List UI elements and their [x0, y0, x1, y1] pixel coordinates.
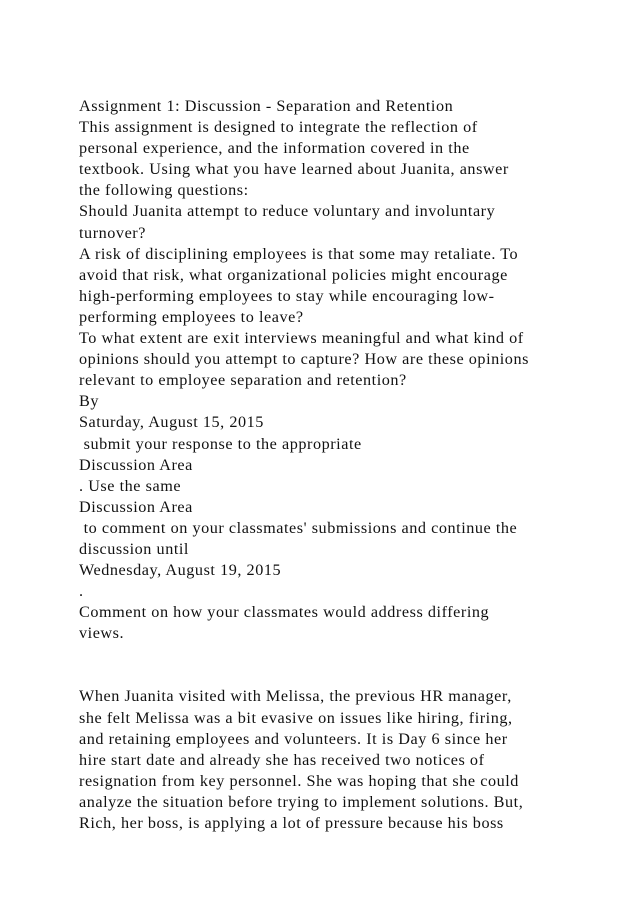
question-3-line: opinions should you attempt to capture? How are these opinions [79, 350, 529, 369]
text-line: submit your response to the appropriate [79, 434, 362, 453]
question-2-line: performing employees to leave? [79, 307, 304, 326]
case-line: analyze the situation before trying to implement solutions. But, [79, 792, 524, 811]
case-line: When Juanita visited with Melissa, the previous HR manager, [79, 687, 512, 706]
question-1-line: turnover? [79, 223, 146, 242]
question-1-line: Should Juanita attempt to reduce voluntary and involuntary [79, 202, 496, 221]
question-2-line: avoid that risk, what organizational policies might encourage [79, 265, 508, 284]
question-3-line: To what extent are exit interviews meaningful and what kind of [79, 329, 524, 348]
due-date-line: Wednesday, August 19, 2015 [79, 561, 282, 580]
text-line: This assignment is designed to integrate the reflection of [79, 118, 478, 137]
paragraph-gap [79, 644, 599, 686]
text-line: By [79, 392, 99, 411]
discussion-area-line: Discussion Area [79, 497, 193, 516]
text-line: . [79, 582, 84, 601]
case-line: she felt Melissa was a bit evasive on issues like hiring, firing, [79, 708, 513, 727]
case-line: and retaining employees and volunteers. It is Day 6 since her [79, 729, 508, 748]
case-line: hire start date and already she has received two notices of [79, 750, 485, 769]
due-date-line: Saturday, August 15, 2015 [79, 413, 264, 432]
text-line: . Use the same [79, 476, 182, 495]
text-line: to comment on your classmates' submissions and continue the [79, 518, 518, 537]
text-line: personal experience, and the information covered in the [79, 139, 470, 158]
text-line: textbook. Using what you have learned about Juanita, answer [79, 160, 509, 179]
text-line: Comment on how your classmates would address differing [79, 603, 490, 622]
text-line: discussion until [79, 539, 189, 558]
case-line: resignation from key personnel. She was hoping that she could [79, 771, 519, 790]
document-title: Assignment 1: Discussion - Separation and Retention [79, 97, 454, 115]
case-line: Rich, her boss, is applying a lot of pressure because his boss [79, 814, 504, 832]
discussion-area-line: Discussion Area [79, 455, 193, 474]
text-line: views. [79, 624, 125, 643]
text-line: the following questions: [79, 181, 249, 200]
question-2-line: A risk of disciplining employees is that some may retaliate. To [79, 244, 519, 263]
question-3-line: relevant to employee separation and retention? [79, 371, 407, 390]
question-2-line: high-performing employees to stay while encouraging low- [79, 286, 495, 305]
document-body [79, 96, 599, 834]
